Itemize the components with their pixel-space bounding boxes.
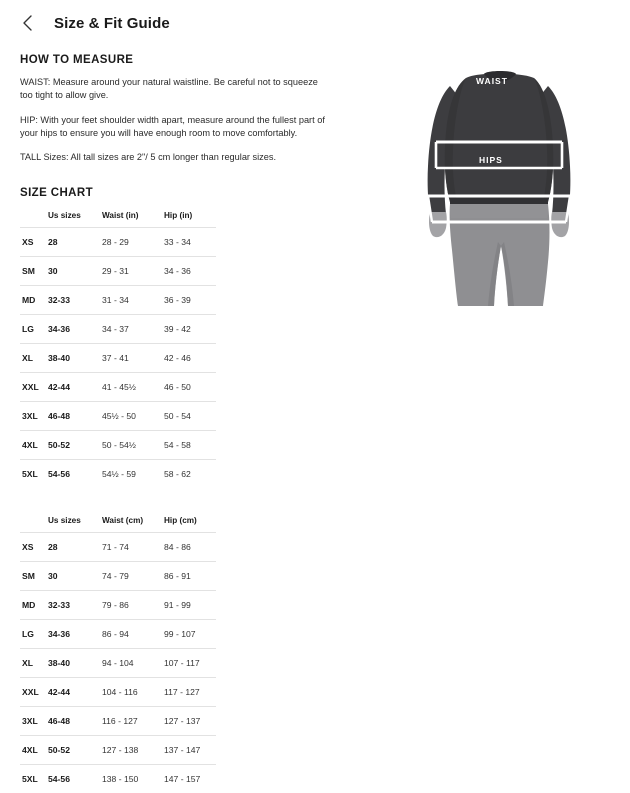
cell-us-size: 38-40 — [46, 648, 100, 677]
measure-paragraph-waist: WAIST: Measure around your natural waistline. Be careful not to squeeze too tight to allow give. — [20, 77, 318, 101]
cell-hip: 127 - 137 — [162, 706, 216, 735]
table-row — [20, 401, 216, 430]
left-column — [0, 54, 360, 793]
cell-hip: 58 - 62 — [162, 459, 216, 488]
cell-waist: 45½ - 50 — [100, 401, 162, 430]
back-button[interactable] — [14, 10, 40, 36]
table-row — [20, 619, 216, 648]
cell-waist: 41 - 45½ — [100, 372, 162, 401]
cell-size: LG — [20, 314, 46, 343]
table-row — [20, 343, 216, 372]
cell-hip: 91 - 99 — [162, 590, 216, 619]
cell-waist: 37 - 41 — [100, 343, 162, 372]
measure-paragraph-tall: TALL Sizes: All tall sizes are 2"/ 5 cm longer than regular sizes. — [20, 152, 277, 163]
cell-waist: 127 - 138 — [100, 735, 162, 764]
cell-hip: 42 - 46 — [162, 343, 216, 372]
table-row — [20, 285, 216, 314]
cell-us-size: 54-56 — [46, 459, 100, 488]
cell-size: XL — [20, 648, 46, 677]
cell-size: XS — [20, 532, 46, 561]
cell-hip: 39 - 42 — [162, 314, 216, 343]
cell-us-size: 30 — [46, 256, 100, 285]
cell-hip: 86 - 91 — [162, 561, 216, 590]
cell-hip: 54 - 58 — [162, 430, 216, 459]
table-row — [20, 561, 216, 590]
cell-size: XS — [20, 227, 46, 256]
cell-waist: 50 - 54½ — [100, 430, 162, 459]
column-header-size — [20, 512, 46, 533]
table-row — [20, 706, 216, 735]
cell-hip: 84 - 86 — [162, 532, 216, 561]
cell-us-size: 50-52 — [46, 430, 100, 459]
cell-size: 5XL — [20, 459, 46, 488]
chevron-left-icon — [21, 14, 34, 32]
cell-us-size: 32-33 — [46, 590, 100, 619]
cell-hip: 50 - 54 — [162, 401, 216, 430]
cell-us-size: 46-48 — [46, 401, 100, 430]
figure-label-hips: HIPS — [479, 155, 503, 165]
cell-us-size: 50-52 — [46, 735, 100, 764]
column-header-us-sizes: Us sizes — [48, 515, 81, 525]
cell-us-size: 32-33 — [46, 285, 100, 314]
page-title: Size & Fit Guide — [54, 14, 170, 32]
measure-paragraph-hip: HIP: With your feet shoulder width apart, measure around the fullest part of your hips to ensure you will have enough room to move comfortably. — [20, 114, 325, 139]
column-header-hip: Hip (in) — [164, 210, 193, 220]
cell-waist: 29 - 31 — [100, 256, 162, 285]
cell-size: SM — [20, 256, 46, 285]
table-row — [20, 590, 216, 619]
right-column — [388, 56, 614, 306]
cell-waist: 138 - 150 — [100, 764, 162, 793]
cell-size: XXL — [20, 372, 46, 401]
cell-us-size: 28 — [46, 227, 100, 256]
cell-hip: 147 - 157 — [162, 764, 216, 793]
table-row — [20, 459, 216, 488]
cell-hip: 33 - 34 — [162, 227, 216, 256]
cell-size: 5XL — [20, 764, 46, 793]
column-header-waist: Waist (in) — [102, 210, 139, 220]
cell-hip: 107 - 117 — [162, 648, 216, 677]
cell-waist: 94 - 104 — [100, 648, 162, 677]
cell-hip: 46 - 50 — [162, 372, 216, 401]
cell-us-size: 28 — [46, 532, 100, 561]
male-body-measurement-diagram — [388, 56, 614, 306]
cell-size: 4XL — [20, 735, 46, 764]
cell-size: SM — [20, 561, 46, 590]
page-header — [0, 0, 630, 42]
cell-waist: 71 - 74 — [100, 532, 162, 561]
how-to-measure-title: HOW TO MEASURE — [20, 54, 134, 66]
column-header-waist: Waist (cm) — [102, 515, 144, 525]
size-table-inches — [20, 207, 216, 488]
cell-size: MD — [20, 285, 46, 314]
table-header-row — [20, 512, 216, 533]
cell-us-size: 46-48 — [46, 706, 100, 735]
column-header-us-sizes: Us sizes — [48, 210, 81, 220]
table-row — [20, 735, 216, 764]
cell-hip: 117 - 127 — [162, 677, 216, 706]
table-row — [20, 764, 216, 793]
table-row — [20, 227, 216, 256]
cell-size: 3XL — [20, 706, 46, 735]
cell-waist: 116 - 127 — [100, 706, 162, 735]
main-content — [0, 42, 630, 793]
cell-us-size: 42-44 — [46, 372, 100, 401]
table-row — [20, 677, 216, 706]
table-row — [20, 532, 216, 561]
figure-label-waist: WAIST — [476, 76, 508, 86]
cell-waist: 34 - 37 — [100, 314, 162, 343]
cell-hip: 137 - 147 — [162, 735, 216, 764]
table-row — [20, 372, 216, 401]
table-row — [20, 256, 216, 285]
cell-size: LG — [20, 619, 46, 648]
cell-us-size: 42-44 — [46, 677, 100, 706]
cell-waist: 104 - 116 — [100, 677, 162, 706]
column-header-hip: Hip (cm) — [164, 515, 197, 525]
cell-hip: 36 - 39 — [162, 285, 216, 314]
cell-size: 3XL — [20, 401, 46, 430]
cell-us-size: 38-40 — [46, 343, 100, 372]
table-row — [20, 648, 216, 677]
cell-waist: 74 - 79 — [100, 561, 162, 590]
cell-hip: 99 - 107 — [162, 619, 216, 648]
cell-waist: 31 - 34 — [100, 285, 162, 314]
column-header-size — [20, 207, 46, 228]
cell-waist: 54½ - 59 — [100, 459, 162, 488]
cell-size: XXL — [20, 677, 46, 706]
size-chart-title: SIZE CHART — [20, 186, 93, 199]
table-row — [20, 430, 216, 459]
cell-waist: 28 - 29 — [100, 227, 162, 256]
cell-us-size: 54-56 — [46, 764, 100, 793]
cell-size: XL — [20, 343, 46, 372]
cell-us-size: 34-36 — [46, 619, 100, 648]
table-header-row — [20, 207, 216, 228]
cell-waist: 86 - 94 — [100, 619, 162, 648]
cell-us-size: 30 — [46, 561, 100, 590]
cell-us-size: 34-36 — [46, 314, 100, 343]
cell-size: MD — [20, 590, 46, 619]
cell-hip: 34 - 36 — [162, 256, 216, 285]
table-row — [20, 314, 216, 343]
cell-size: 4XL — [20, 430, 46, 459]
cell-waist: 79 - 86 — [100, 590, 162, 619]
